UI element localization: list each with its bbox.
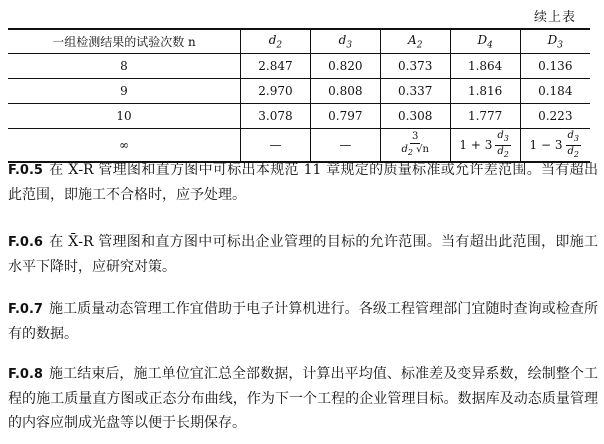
header-A2: $A_2$ (380, 29, 450, 54)
cell-d3: 0.797 (310, 104, 380, 129)
control-chart-coefficient-table (8, 28, 590, 163)
cell-D4-formula: 1 + 3 $\frac{d_3}{d_2}$ (450, 129, 520, 163)
cell-d2: 2.847 (241, 54, 311, 79)
cell-n: ∞ (8, 129, 241, 163)
clause-f06 (8, 230, 598, 279)
cell-d2: 3.078 (241, 104, 311, 129)
clause-number: F.0.8 (8, 367, 43, 382)
header-d3: $d_3$ (310, 29, 380, 54)
clause-text: 施工结束后，施工单位宜汇总全部数据，计算出平均值、标准差及变异系数，绘制整个工程的施工质量直方图或正态分布曲线，作为下一个工程的企业管理目标。数据库及动态质量管理的内容应制成光盘等以便于长期保存。 (8, 366, 598, 431)
clause-text: 在 X̄-R 管理图和直方图中可标出本规范 11 章规定的质量标准或允许差范围。当有超出此范围，即施工不合格时，应予处理。 (8, 162, 598, 203)
header-sample-count: 一组检测结果的试验次数 n (8, 29, 241, 54)
d3-over-d2-fraction: $\frac{d_3}{d_2}$ (497, 129, 509, 159)
cell-D4: 1.816 (450, 79, 520, 104)
table-row (8, 79, 590, 104)
table-row (8, 104, 590, 129)
cell-A2: 0.308 (380, 104, 450, 129)
cell-A2: 0.337 (380, 79, 450, 104)
cell-d3: 0.808 (310, 79, 380, 104)
cell-d3: 0.820 (310, 54, 380, 79)
cell-D3: 0.136 (520, 54, 590, 79)
cell-d2: 2.970 (241, 79, 311, 104)
clause-text: 在 X̄-R 管理图和直方图中可标出企业管理的目标的允许范围。当有超出此范围，即施工水平下降时，应研究对策。 (8, 234, 598, 275)
table-row (8, 54, 590, 79)
cell-A2: 0.373 (380, 54, 450, 79)
cell-D3-formula: 1 − 3 $\frac{d_3}{d_2}$ (520, 129, 590, 163)
d3-over-d2-fraction: $\frac{d_3}{d_2}$ (567, 129, 579, 159)
a2-fraction: $\frac{3}{d_2 √n}$ (401, 131, 429, 157)
cell-A2-formula (380, 129, 450, 163)
continued-table-label: 续上表 (533, 10, 576, 25)
cell-D3: 0.223 (520, 104, 590, 129)
table-header-row (8, 29, 590, 54)
clause-f05 (8, 158, 598, 207)
cell-n: 10 (8, 104, 241, 129)
clause-f07 (8, 297, 598, 346)
clause-text: 施工质量动态管理工作宜借助于电子计算机进行。各级工程管理部门宜随时查询或检查所有的数据。 (8, 301, 598, 342)
clause-f08 (8, 362, 598, 435)
cell-n: 8 (8, 54, 241, 79)
cell-D3: 0.184 (520, 79, 590, 104)
clause-number: F.0.6 (8, 235, 43, 250)
header-D3: $D_3$ (547, 32, 563, 51)
cell-D4: 1.777 (450, 104, 520, 129)
cell-d2: — (241, 129, 311, 163)
clause-number: F.0.5 (8, 163, 43, 178)
header-d2: $d_2$ (241, 29, 311, 54)
table-row-infinity (8, 129, 590, 163)
cell-D4: 1.864 (450, 54, 520, 79)
header-D4: $D_4$ (450, 29, 520, 54)
cell-d3: — (310, 129, 380, 163)
cell-n: 9 (8, 79, 241, 104)
clause-number: F.0.7 (8, 302, 43, 317)
